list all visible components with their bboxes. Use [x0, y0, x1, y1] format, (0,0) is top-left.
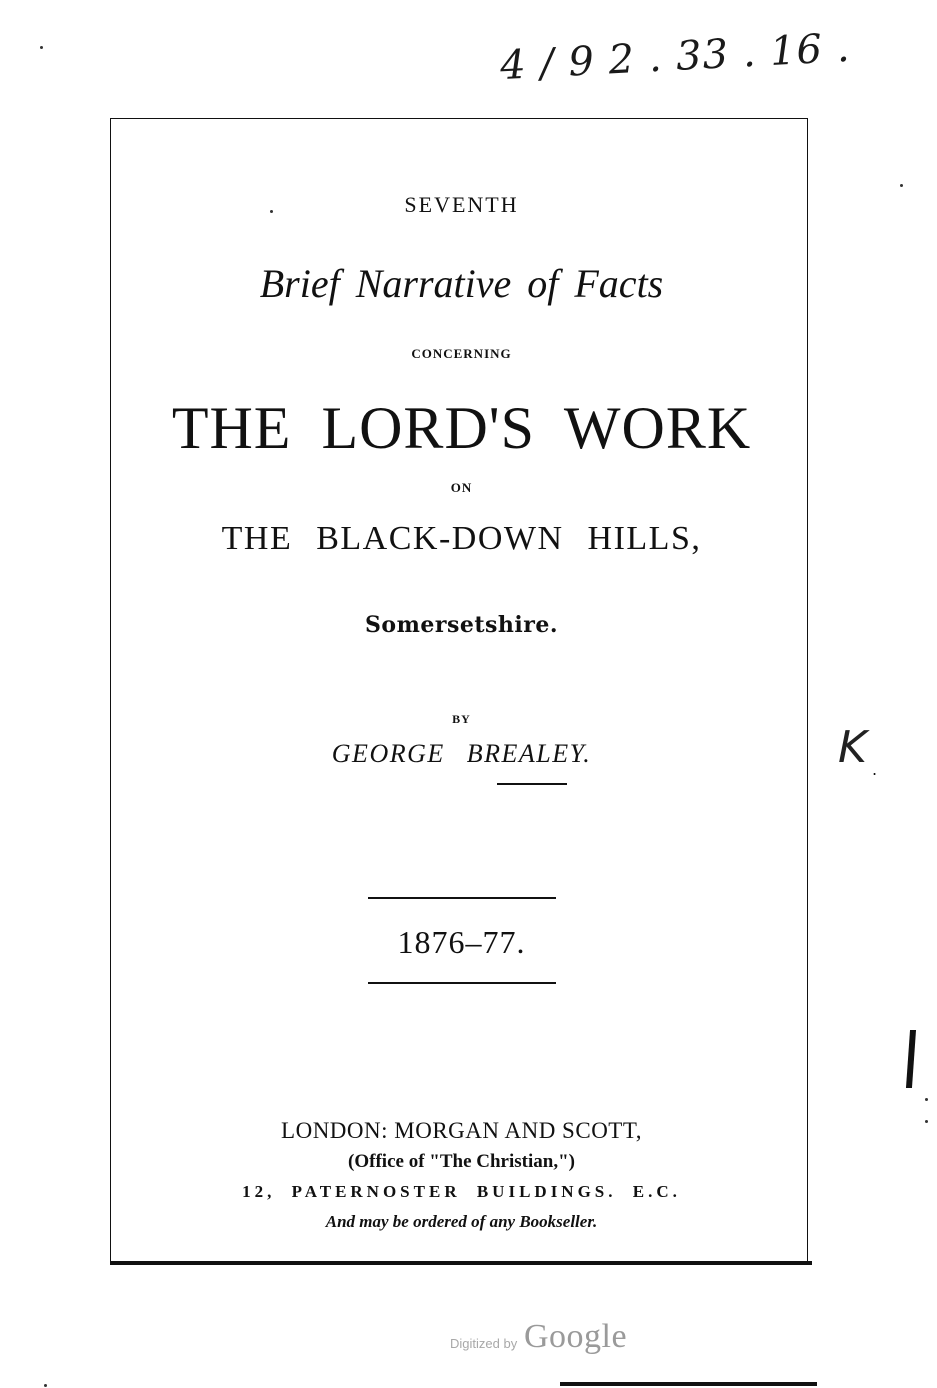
margin-ink-mark [906, 1030, 916, 1088]
digitized-by-label: Digitized by [450, 1336, 518, 1351]
imprint-address: 12, PATERNOSTER BUILDINGS. E.C. [242, 1182, 681, 1201]
author-name: GEORGE BREALEY. [331, 739, 592, 768]
imprint-bookseller-note: And may be ordered of any Bookseller. [325, 1212, 598, 1231]
rule-below-years [368, 982, 556, 984]
connector-concerning: CONCERNING [411, 346, 512, 361]
imprint-publisher: LONDON: MORGAN AND SCOTT, [281, 1118, 642, 1143]
handwritten-shelfmark: 4 / 9 2 . 33 . 16 . [499, 24, 852, 90]
imprint-office: (Office of "The Christian,") [348, 1151, 575, 1172]
county-name: Somersetshire. [365, 612, 558, 638]
scan-edge-rule [560, 1382, 817, 1386]
scan-speck [925, 1120, 928, 1123]
connector-on: ON [450, 480, 473, 495]
title-page-frame-bottom-rule [110, 1261, 812, 1265]
scan-speck [925, 1098, 928, 1101]
handwritten-margin-dot: . [872, 760, 878, 779]
years: 1876–77. [397, 924, 526, 960]
subtitle: Brief Narrative of Facts [259, 261, 664, 306]
ordinal-heading: SEVENTH [404, 192, 519, 217]
scan-speck [44, 1384, 47, 1387]
google-watermark: Google [524, 1318, 628, 1355]
scan-speck [900, 184, 903, 187]
handwritten-margin-letter: K [838, 722, 867, 773]
main-title: THE LORD'S WORK [171, 395, 752, 461]
location-title: THE BLACK-DOWN HILLS, [221, 520, 702, 557]
scan-speck [40, 46, 43, 49]
connector-by: BY [452, 712, 471, 726]
ornamental-dash [497, 783, 567, 785]
rule-above-years [368, 897, 556, 899]
